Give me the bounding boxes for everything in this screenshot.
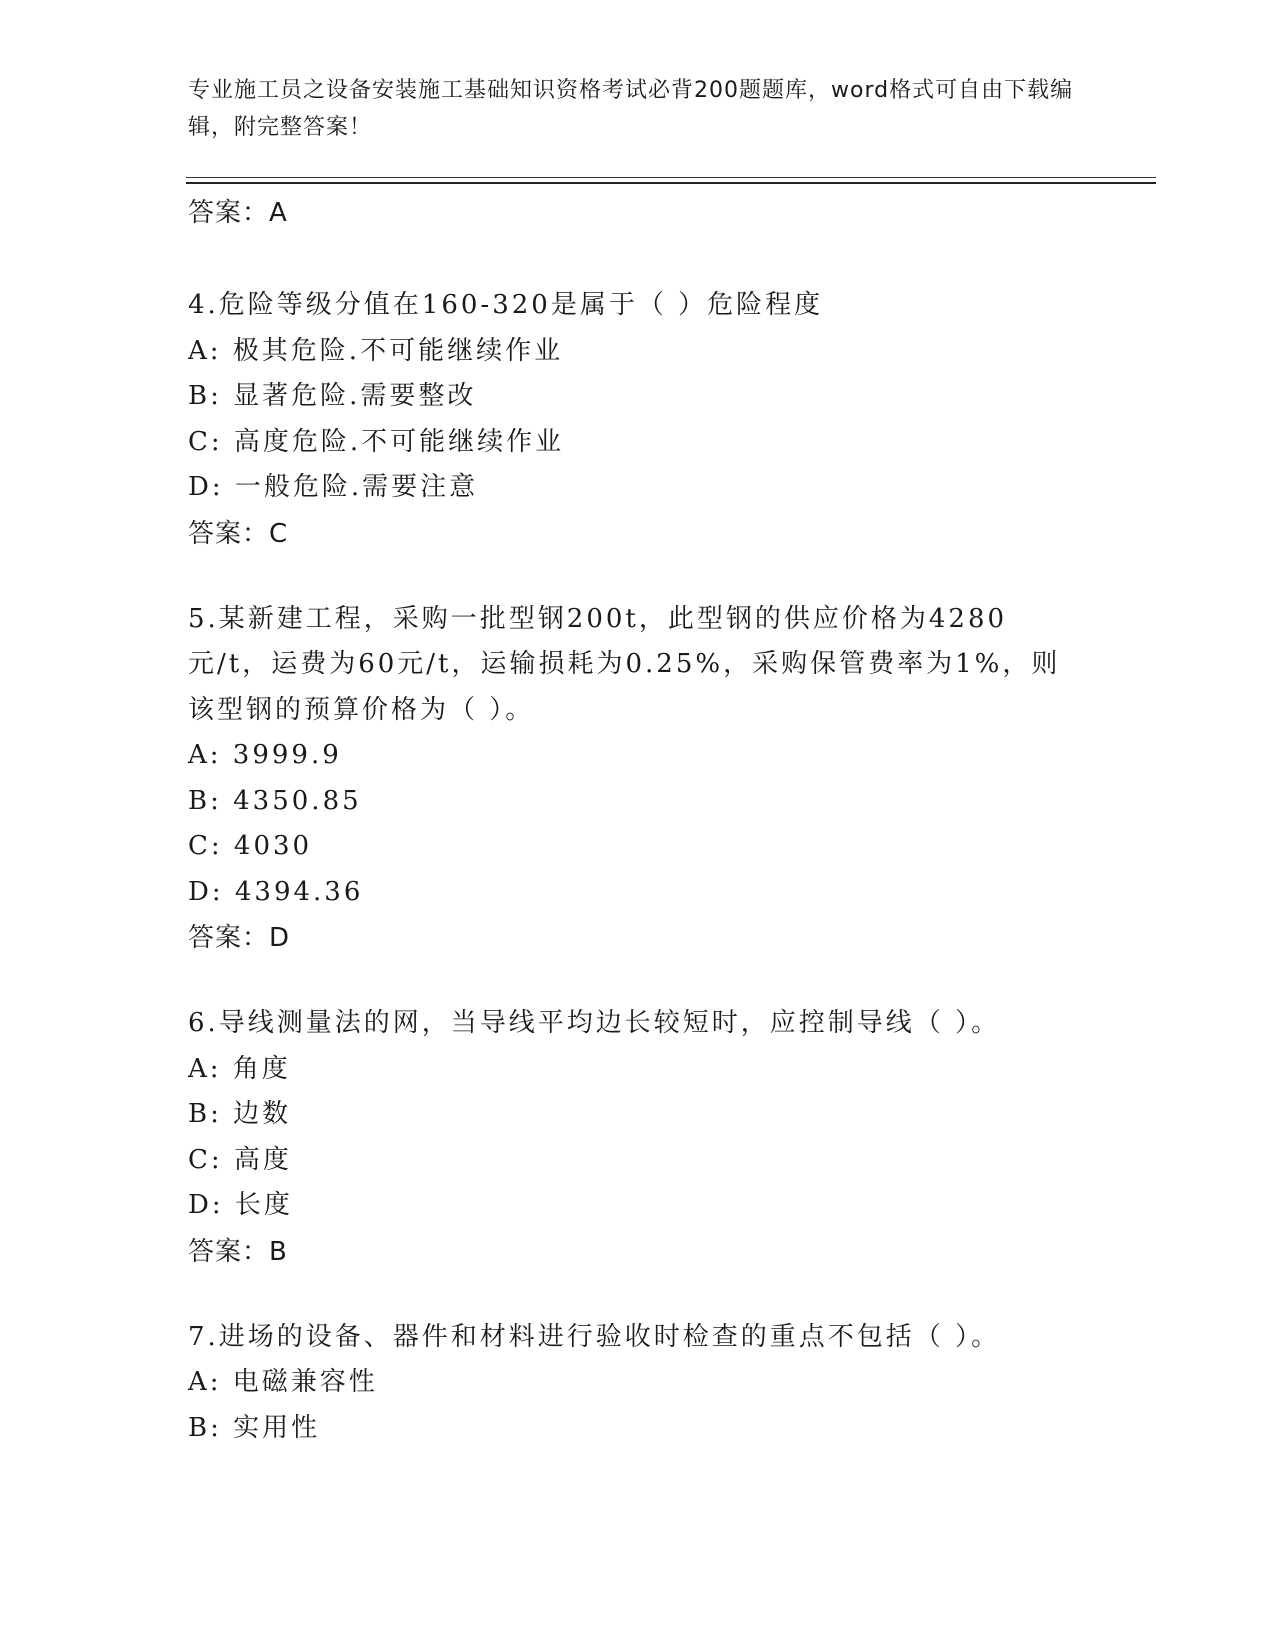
option-a: A: 电磁兼容性 [188,1367,378,1397]
option-c: C: 高度 [188,1144,292,1175]
option-d: D: 4394.36 [188,876,364,907]
option-a: A: 角度 [188,1053,291,1084]
document-header [188,72,1088,146]
option-a: A: 3999.9 [188,740,342,770]
option-a: A: 极其危险.不可能继续作业 [188,335,564,366]
answer-3: 答案：A [188,198,288,228]
answer: 答案：C [188,518,289,549]
question-text: 7.进场的设备、器件和材料进行验收时检查的重点不包括（ ）。 [188,1321,1001,1352]
question-item [188,597,1088,962]
option-d: D: 长度 [188,1190,293,1220]
option-b: B: 显著危险.需要整改 [188,381,477,411]
option-b: B: 边数 [188,1099,292,1129]
answer: 答案：B [188,1236,288,1267]
header-rule-thin [186,177,1156,178]
question-item [188,1001,1088,1275]
option-d: D: 一般危险.需要注意 [188,472,479,502]
question-text: 5.某新建工程，采购一批型钢200t，此型钢的供应价格为4280元/t，运费为60元/t，运输损耗为0.25%，采购保管费率为1%，则该型钢的预算价格为（ ）。 [188,603,1061,725]
question-item [188,283,1088,557]
question-list [188,190,1088,1451]
question-item [188,1315,1088,1452]
option-b: B: 4350.85 [188,785,362,816]
option-b: B: 实用性 [188,1412,321,1443]
header-rule-thick [186,182,1156,184]
header-text: 专业施工员之设备安装施工基础知识资格考试必背200题题库，word格式可自由下载编辑，附完整答案！ [188,78,1074,140]
question-text: 6.导线测量法的网，当导线平均边长较短时，应控制导线（ ）。 [188,1008,1001,1038]
option-c: C: 高度危险.不可能继续作业 [188,426,565,457]
option-c: C: 4030 [188,831,313,861]
answer: 答案：D [188,923,291,953]
question-text: 4.危险等级分值在160-320是属于（ ）危险程度 [188,290,824,320]
